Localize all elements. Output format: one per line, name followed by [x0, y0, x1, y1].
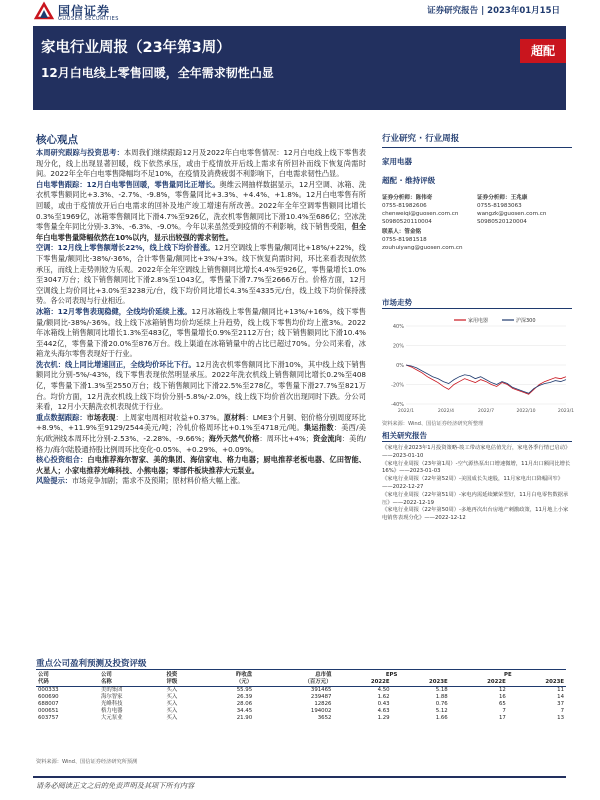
table-row [36, 715, 566, 722]
table-cell: 买入 [166, 687, 178, 693]
divider [36, 669, 566, 670]
market-chart-title: 市场走势 [382, 298, 412, 307]
table-cell: 买入 [166, 701, 178, 707]
core-paragraph [36, 413, 366, 455]
table-head-row-2: 代码 名称 评级 （元） （百万元） 2022E 2023E 2022E 2023E [38, 679, 564, 685]
divider [382, 441, 572, 442]
brand-logo [34, 2, 154, 24]
table-cell: 买入 [166, 708, 178, 714]
table-cell: 12826 [314, 701, 332, 707]
divider [382, 147, 572, 148]
table-row [36, 701, 566, 708]
series-line-csi300 [406, 365, 566, 393]
table-cell: 600690 [38, 694, 59, 700]
table-cell: 194002 [310, 708, 332, 714]
fin-table-title: 重点公司盈利预测及投资评级 [36, 659, 147, 669]
table-cell: 4.63 [377, 708, 390, 714]
y-tick-label: 40% [392, 324, 404, 330]
table-row [36, 694, 566, 701]
paragraph-body: 市场竞争加剧；需求不及预期；原材料价格大幅上涨。 [71, 476, 245, 486]
core-view-body [36, 148, 366, 487]
paragraph-heading: 核心投资组合： [36, 455, 88, 465]
table-cell: 美的集团 [100, 687, 123, 693]
rating-line: 超配 · 维持评级 [382, 176, 436, 185]
data-item-label: 原材料 [223, 412, 246, 422]
table-cell: 7 [502, 708, 506, 714]
core-paragraph [36, 476, 366, 487]
industry-label: 行业研究 · 行业周报 [382, 134, 460, 144]
paragraph-emphasis: 白电推荐海尔智家、美的集团、海信家电、格力电器；厨电推荐老板电器、亿田智能、火星人；小家电推荐光峰科技、小熊电器；零部件板块推荐大元泵业。 [36, 455, 366, 475]
core-paragraph [36, 243, 366, 307]
table-cell: 0.43 [377, 701, 390, 707]
y-tick-label: -40% [391, 402, 404, 408]
footer-divider [33, 776, 566, 778]
paragraph-heading: 空调：12月线上零售额增长22%，线上线下均价普涨。 [36, 243, 215, 253]
table-cell: 391465 [310, 687, 332, 693]
contact-person: 联系人：管金铭 0755-81981518 zouhuiyang@guosen.com.cn [382, 229, 463, 251]
paragraph-heading: 重点数据跟踪： [36, 412, 87, 422]
related-report-item: 《家电行业周报（22年第52周）-美国成长失速股，11月家电出口降幅回窄》——2022-12-27 [382, 476, 564, 490]
table-cell: 12 [498, 687, 506, 693]
core-paragraph [36, 148, 366, 180]
table-cell: 1.66 [435, 715, 448, 721]
legend-label: 家用电器 [468, 318, 489, 324]
data-item-label: 集运指数 [303, 423, 334, 433]
paragraph-heading: 白电零售跟踪：12月白电零售回暖，零售量同比正增长。 [36, 179, 220, 189]
core-paragraph [36, 455, 366, 476]
table-row [36, 687, 566, 695]
related-report-item: 《家电行业周报（22年第50周）-多地再次出台房地产刺激政策，11月地上小家电销售表现分化》——2022-12-12 [382, 507, 569, 522]
table-row [36, 708, 566, 715]
table-cell: 000333 [38, 687, 59, 693]
table-cell: 65 [498, 701, 506, 707]
sector-name: 家用电器 [382, 157, 412, 166]
table-cell: 239487 [310, 694, 332, 700]
rating-badge: 超配 [520, 39, 566, 63]
paragraph-body: 奥维云网抽样数据显示，12月空调、冰箱、洗衣机零售额同比+3.3%、-2.7%、-9.8%，零售量同比+3.3%、+4.4%、+1.8%。12月白电零售有所回暖，或由于疫情放开后白电需求的回补及地产竣工增速有所改善。2022年全年空调零售额同比增长0.3%至1969亿，冰箱零售额同比下滑4.7%至926亿，洗衣机零售额同比下滑10.4%至686亿；空冰洗零售量全年同比分别-3.3%、-6.3%、-9.0%。今年以来虽然受到疫情的不利影响，线下销售受阻， [36, 179, 366, 232]
table-source: 资料来源：Wind、国信证券经济研究所预测 [36, 759, 138, 765]
related-reports-list [382, 445, 572, 523]
sidebar [382, 132, 572, 252]
paragraph-body: 12月洗衣机零售额同比下滑10%，其中线上线下销售额同比分别-5%/-43%，线下零售表现依然明显承压。2022年洗衣机线上销售额同比增长0.2%至408亿，零售量下滑1.3%至2550万台；线下销售额同比下滑22.5%至278亿，零售量下滑27.7%至821万台。均价方面，12月洗衣机线上线下均价分别-5.8%/-2.0%，线上线下均价首次出现同时下跌。分公司来看，12月小天鹅洗衣机表现优于行业。 [36, 359, 366, 412]
data-item-text: ：LME3个月铜、铝价格分别周度环比+8.9%、+11.9%至9129/2544美元/吨；冷轧价格周环比+0.1%至4718元/吨。 [36, 412, 366, 433]
table-cell: 16 [498, 694, 506, 700]
table-cell: 海尔智家 [100, 694, 123, 700]
table-cell: 1.62 [377, 694, 390, 700]
data-item-label: 海外天然气价格 [208, 434, 260, 444]
earnings-forecast-table [36, 672, 566, 722]
table-cell: 14 [557, 694, 564, 700]
table-cell: 26.39 [236, 694, 253, 700]
table-cell: 34.45 [236, 708, 253, 714]
table-cell: 买入 [166, 694, 178, 700]
data-item-text: ：美的/格力/海尔陆股通持股比例周环比变化-0.05%、+0.29%、+0.09%。 [36, 434, 366, 454]
table-cell: 000651 [38, 708, 59, 714]
x-tick-label: 2023/1 [557, 409, 575, 414]
table-cell: 格力电器 [100, 708, 123, 714]
paragraph-heading: 洗衣机：线上同比增速回正，全线均价环比下行。 [36, 359, 196, 369]
table-cell: 17 [498, 715, 506, 721]
data-item-label: 资金流向 [312, 434, 342, 444]
y-tick-label: 20% [392, 343, 404, 350]
table-cell: 688007 [38, 701, 59, 707]
related-report-item: 《家电行业周报（22年第51周）-家电内需延续繁荣型好，11月白电零售数据承压》——2022-12-19 [382, 491, 569, 506]
report-subtitle: 12月白电线上零售回暖，全年需求韧性凸显 [41, 66, 274, 80]
paragraph-body: 12月空调线上零售量/额同比+18%/+22%，线下零售量/额同比-38%/-36%，合计零售量/额同比+3%/+3%。线下恢复尚需时间，环比来看表现依然承压，而线上走势则较为乐观。2022年全年空调线上销售额同比增长4.4%至926亿，零售量增长1.0%至3047万台；线下销售额同比下滑2.8%至1043亿，零售量下滑7.7%至2666万台。价格方面，12月空调线上均价同比+3.0%至3238元/台，线下均价同比增长4.3%至4335元/台，线上线下均价保持涨势。各公司表现与行业相近。 [36, 243, 366, 306]
data-item-text: ：周环比+4%； [259, 434, 313, 444]
table-head-row-1: 公司 公司 投资 昨收盘 总市值 EPS PE [38, 672, 512, 678]
data-item-label: 市场表现 [86, 412, 116, 422]
paragraph-heading: 风险提示： [36, 476, 72, 486]
core-paragraph [36, 180, 366, 244]
core-view-heading: 核心观点 [36, 134, 78, 146]
related-report-item: 《家电行业2023年1月投资策略-竣工带动家电估值先行，家电各季行情已启动》——2023-01-10 [382, 445, 571, 459]
x-tick-label: 2022/7 [477, 409, 495, 414]
divider [382, 308, 572, 309]
paragraph-body: 本周我们继续跟踪12月及2022年白电零售情况：12月白电线上线下零售表现分化，线上出现显著回暖，线下依然承压，或由于疫情放开后线上需求有所回补而线下恢复尚需时间。2022年全年白电零售降幅均不足10%，在疫情及消费疲弱不利影响下，白电需求韧性凸显。 [36, 148, 366, 179]
data-item-text: ：美西/美东/欧洲线本周环比分别-2.53%、-2.28%、-9.66%； [36, 423, 366, 444]
logo-text-cn: 国信证券 [58, 4, 111, 18]
analyst-1: 证券分析师：陈伟奇 0755-81982606 chenweiqi@guosen.com.cn S0980520110004 [382, 195, 459, 225]
table-cell: 55.95 [236, 687, 253, 693]
report-title: 家电行业周报（23年第3周） [41, 40, 231, 56]
core-paragraph [36, 307, 366, 360]
table-cell: 买入 [166, 715, 178, 721]
footer-disclaimer: 请务必阅读正文之后的免责声明及其项下所有内容 [36, 781, 195, 790]
core-paragraph [36, 360, 366, 413]
x-tick-label: 2022/1 [397, 409, 415, 414]
table-cell: 28.06 [236, 701, 253, 707]
paragraph-body: 12月冰箱线上零售量/额同比+13%/+16%，线下零售量/额同比-38%/-36%。线上线下冰箱销售均价均延续上升趋势，线上线下零售均价均上涨3%。2022年冰箱线上销售额同比增长1.3%至483亿，零售量增长0.9%至2112万台；线下销售额同比下滑10.4%至442亿，零售量下滑20.0%至876万台。线上渠道在冰箱销量中的占比已超过70%。分公司来看，冰箱龙头海尔零售表现好于行业。 [36, 306, 366, 359]
table-cell: 37 [557, 701, 564, 707]
table-cell: 4.50 [377, 687, 390, 693]
y-tick-label: 0% [396, 363, 404, 369]
table-cell: 0.76 [435, 701, 448, 707]
table-cell: 7 [560, 708, 564, 714]
table-cell: 5.18 [435, 687, 448, 693]
x-tick-label: 2022/10 [516, 409, 536, 414]
paragraph-emphasis: 但全年白电零售量降幅依然在10%以内，显示出较强的需求韧性。 [36, 222, 366, 242]
top-bar [0, 0, 600, 24]
paragraph-heading: 本周研究跟踪与投资思考： [36, 148, 124, 157]
table-cell: 光峰科技 [100, 701, 123, 707]
table-cell: 1.88 [435, 694, 448, 700]
market-trend-chart [384, 312, 575, 416]
paragraph-heading: 冰箱：12月零售表现稳健，全线均价延续上涨。 [36, 306, 192, 316]
table-cell: 13 [557, 715, 564, 721]
table-cell: 1.29 [377, 715, 390, 721]
guosen-logo-icon [34, 2, 54, 20]
report-type-date: 证券研究报告 | 2023年01月15日 [427, 6, 560, 16]
table-cell: 603757 [38, 715, 59, 721]
table-cell: 5.12 [435, 708, 448, 714]
table-cell: 大元泵业 [100, 715, 123, 721]
y-tick-label: -20% [391, 382, 404, 389]
table-cell: 11 [557, 687, 564, 693]
title-banner [33, 26, 566, 110]
legend-label: 沪深300 [516, 318, 536, 324]
x-tick-label: 2022/4 [437, 409, 455, 414]
related-reports-title: 相关研究报告 [382, 431, 427, 440]
analyst-block [382, 194, 572, 252]
analyst-2: 证券分析师：王兆康 0755-81983063 wangzk@guosen.com.cn S0980520120004 [477, 195, 547, 225]
table-cell: 3652 [317, 715, 332, 721]
related-report-item: 《家电行业周报（23年第1周）-空气源热泵出口增速微增，11月出口额同比增长16%》——2023-01-03 [382, 460, 571, 475]
data-item-text: ：上周家电周相对收益+0.37%。 [115, 412, 224, 422]
logo-text-en: GUOSEN SECURITIES [58, 16, 119, 22]
chart-source: 资料来源：Wind、国信证券经济研究所整理 [382, 421, 484, 427]
table-cell: 21.90 [236, 715, 253, 721]
